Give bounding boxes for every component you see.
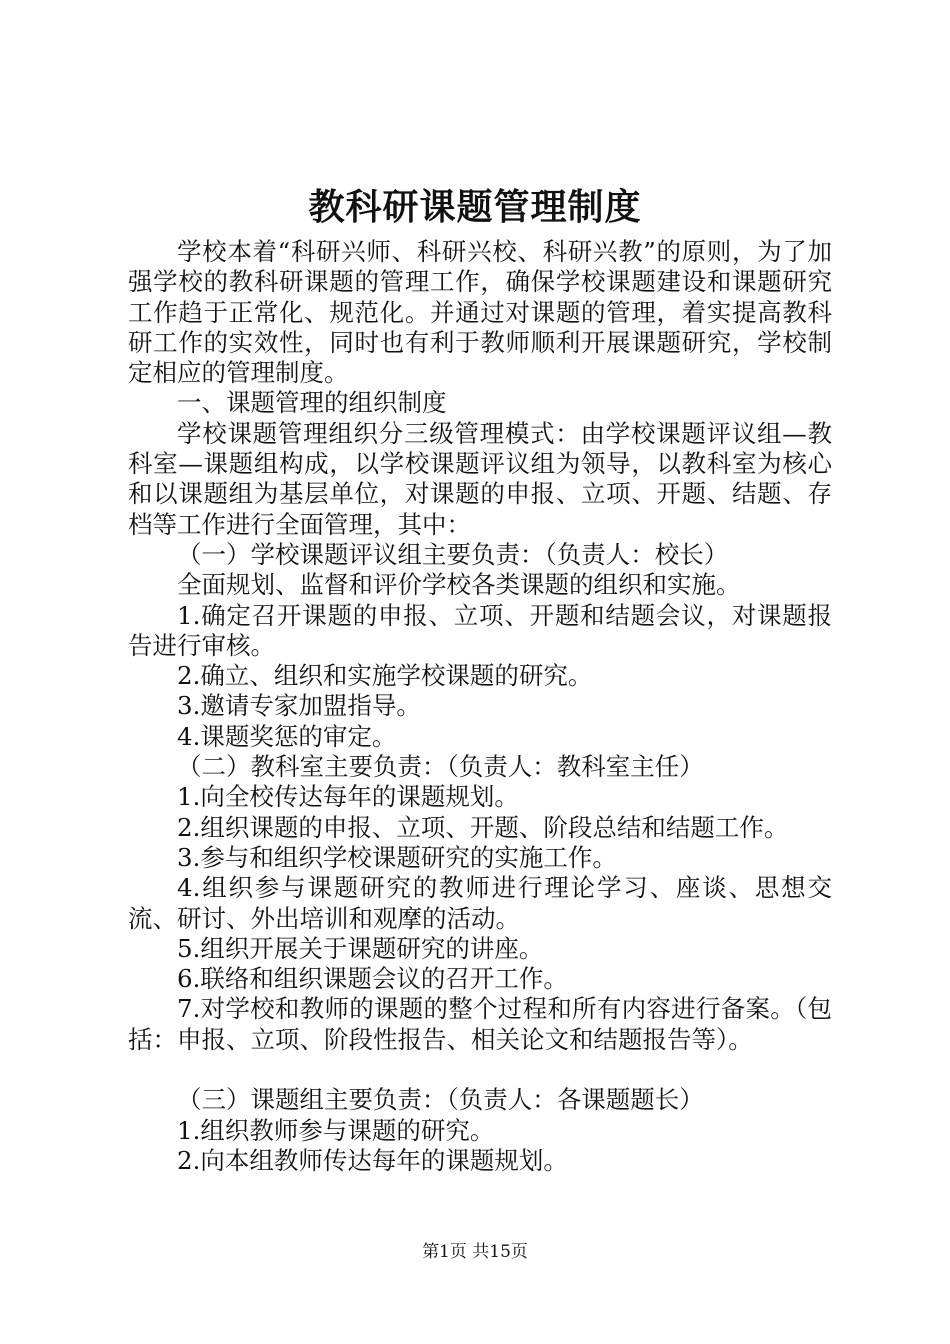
subsection-heading-research-office: （二）教科室主要负责：（负责人：教科室主任） xyxy=(177,752,704,782)
section-heading-organization: 一、课题管理的组织制度 xyxy=(177,388,447,418)
subsection-heading-review-group: （一）学校课题评议组主要负责：（负责人：校长） xyxy=(177,539,729,569)
review-group-item-2: 2.确立、组织和实施学校课题的研究。 xyxy=(177,661,593,691)
project-group-item-1: 1.组织教师参与课题的研究。 xyxy=(177,1115,495,1145)
review-group-item-3: 3.邀请专家加盟指导。 xyxy=(177,691,421,721)
blank-line xyxy=(128,1055,832,1085)
research-office-item-4: 4.组织参与课题研究的教师进行理论学习、座谈、思想交流、研讨、外出培训和观摩的活动。 xyxy=(128,873,832,933)
document-body xyxy=(128,237,832,1176)
research-office-item-3: 3.参与和组织学校课题研究的实施工作。 xyxy=(177,842,617,872)
intro-paragraph: 学校本着“科研兴师、科研兴校、科研兴教”的原则，为了加强学校的教科研课题的管理工作，确保学校课题建设和课题研究工作趋于正常化、规范化。并通过对课题的管理，着实提高教科研工作的实效性，同时也有利于教师顺利开展课题研究，学校制定相应的管理制度。 xyxy=(128,237,832,388)
review-group-item-4: 4.课题奖惩的审定。 xyxy=(177,721,397,751)
research-office-item-5: 5.组织开展关于课题研究的讲座。 xyxy=(177,933,544,963)
document-title: 教科研课题管理制度 xyxy=(308,186,642,228)
research-office-item-1: 1.向全校传达每年的课题规划。 xyxy=(177,782,519,812)
organization-paragraph: 学校课题管理组织分三级管理模式：由学校课题评议组—教科室—课题组构成，以学校课题评议组为领导，以教科室为核心和以课题组为基层单位，对课题的申报、立项、开题、结题、存档等工作进行全面管理，其中： xyxy=(128,418,832,539)
research-office-item-6: 6.联络和组织课题会议的召开工作。 xyxy=(177,964,568,994)
review-group-item-1: 1.确定召开课题的申报、立项、开题和结题会议，对课题报告进行审核。 xyxy=(128,600,832,660)
project-group-item-2: 2.向本组教师传达每年的课题规划。 xyxy=(177,1145,568,1175)
review-group-summary: 全面规划、监督和评价学校各类课题的组织和实施。 xyxy=(177,570,741,600)
research-office-item-7: 7.对学校和教师的课题的整个过程和所有内容进行备案。（包括：申报、立项、阶段性报告、相关论文和结题报告等）。 xyxy=(128,994,832,1054)
subsection-heading-project-group: （三）课题组主要负责：（负责人：各课题题长） xyxy=(177,1085,704,1115)
research-office-item-2: 2.组织课题的申报、立项、开题、阶段总结和结题工作。 xyxy=(177,812,789,842)
page-footer: 第1页 共15页 xyxy=(422,1242,528,1262)
